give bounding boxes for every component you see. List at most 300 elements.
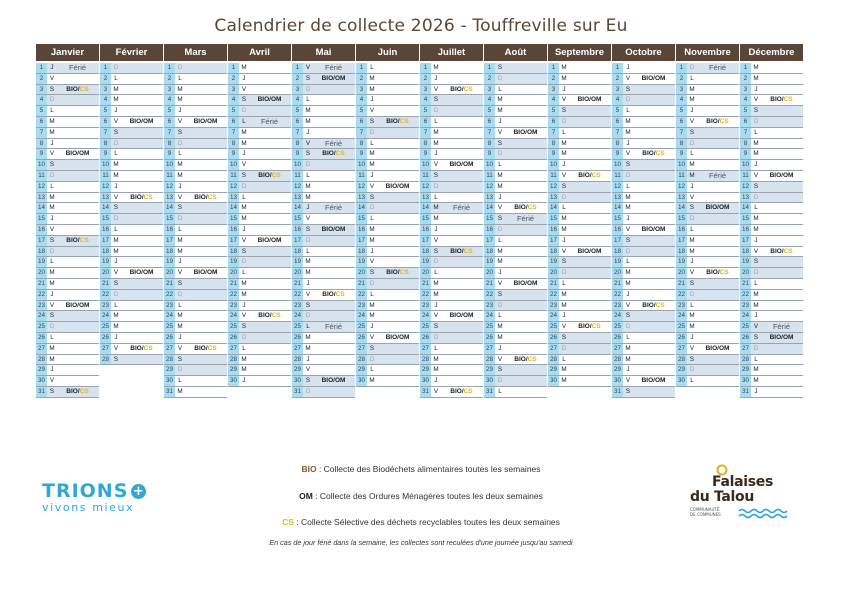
- tag-separator: /: [333, 150, 336, 158]
- collection-cell: [505, 322, 546, 332]
- day-number: 1: [420, 63, 431, 73]
- weekday-letter: S: [561, 258, 567, 266]
- collection-cell: [569, 182, 610, 192]
- collection-cell: [185, 225, 226, 235]
- day-number: 31: [613, 387, 621, 395]
- day-number: 27: [549, 344, 557, 352]
- collection-cell: [697, 301, 738, 311]
- weekday-letter: V: [625, 150, 631, 158]
- collection-cell: [249, 322, 290, 332]
- weekday-letter: J: [50, 139, 54, 147]
- weekday-letter: D: [177, 290, 183, 298]
- weekday-letter: J: [562, 312, 566, 320]
- day-number: 2: [484, 74, 495, 84]
- cs-tag: CS: [399, 269, 409, 277]
- om-tag: OM: [718, 344, 730, 352]
- day-row: [164, 63, 227, 74]
- collection-cell: [313, 106, 354, 116]
- day-row: [164, 160, 227, 171]
- day-number: 29: [357, 366, 365, 374]
- day-number: 6: [292, 117, 303, 127]
- day-row: [356, 182, 419, 193]
- weekday-letter: S: [305, 74, 311, 82]
- day-row: [676, 322, 739, 333]
- day-row: [484, 225, 547, 236]
- day-number: 13: [293, 193, 301, 201]
- day-row: [292, 225, 355, 236]
- month-column: [356, 63, 419, 387]
- collection-cell: [633, 171, 674, 181]
- day-row: [100, 128, 163, 139]
- day-number: 10: [741, 161, 749, 169]
- day-row: [612, 95, 675, 106]
- day-row: [484, 268, 547, 279]
- day-row: [100, 106, 163, 117]
- collection-cell: [633, 139, 674, 149]
- day-number: 24: [101, 312, 109, 320]
- weekday-letter: V: [305, 290, 311, 298]
- bio-tag: BIO: [321, 74, 334, 82]
- day-row: [228, 236, 291, 247]
- bio-tag: BIO: [450, 85, 462, 93]
- collection-cell: [249, 182, 290, 192]
- tag-separator: /: [397, 117, 400, 125]
- day-row: [100, 236, 163, 247]
- bio-tag: BIO: [130, 344, 142, 352]
- weekday-letter: L: [50, 333, 54, 341]
- day-number: 15: [421, 215, 429, 223]
- day-number: 20: [357, 269, 365, 277]
- month-column: [100, 63, 163, 365]
- weekday-letter: V: [561, 247, 567, 255]
- bio-tag: BIO: [578, 171, 590, 179]
- day-number: 16: [549, 225, 557, 233]
- weekday-letter: V: [433, 312, 439, 320]
- day-number: 20: [165, 269, 173, 277]
- day-number: 3: [740, 85, 751, 95]
- weekday-letter: J: [690, 107, 694, 115]
- collection-cell: [633, 387, 674, 397]
- day-number: 20: [613, 269, 621, 277]
- weekday-letter: J: [562, 161, 566, 169]
- weekday-letter: S: [561, 333, 567, 341]
- collection-cell: [249, 268, 290, 278]
- day-number: 26: [229, 333, 237, 341]
- day-row: [420, 355, 483, 366]
- day-number: 23: [37, 301, 45, 309]
- collection-cell: [121, 355, 162, 365]
- weekday-letter: M: [113, 161, 119, 169]
- day-number: 4: [676, 95, 687, 105]
- collection-cell: [57, 106, 98, 116]
- day-row: [484, 290, 547, 301]
- day-row: [292, 247, 355, 258]
- weekday-letter: M: [177, 161, 183, 169]
- collection-cell: [633, 365, 674, 375]
- day-row: [612, 355, 675, 366]
- weekday-letter: M: [113, 236, 119, 244]
- collection-cell: [121, 149, 162, 159]
- day-row: [548, 301, 611, 312]
- day-row: [292, 344, 355, 355]
- weekday-letter: L: [690, 74, 694, 82]
- day-row: [36, 193, 99, 204]
- day-number: 18: [421, 247, 429, 255]
- cs-tag: CS: [79, 236, 89, 244]
- day-number: 22: [549, 290, 557, 298]
- day-number: 28: [101, 355, 109, 363]
- bio-tag: BIO: [193, 117, 206, 125]
- day-row: [676, 74, 739, 85]
- weekday-letter: L: [754, 204, 758, 212]
- om-tag: OM: [334, 74, 346, 82]
- day-row: [100, 182, 163, 193]
- collection-cell: [249, 376, 290, 386]
- collection-cell: [377, 149, 418, 159]
- collection-cell: [185, 301, 226, 311]
- tag-separator: /: [525, 355, 528, 363]
- day-number: 1: [740, 63, 751, 73]
- day-row: [612, 247, 675, 258]
- day-number: 14: [741, 204, 749, 212]
- day-number: 5: [612, 106, 623, 116]
- weekday-letter: M: [433, 366, 439, 374]
- day-number: 18: [101, 247, 109, 255]
- day-row: [292, 160, 355, 171]
- collection-cell: [633, 236, 674, 246]
- day-row: [292, 279, 355, 290]
- day-row: [740, 333, 803, 344]
- day-number: 8: [548, 139, 559, 149]
- day-number: 2: [548, 74, 559, 84]
- collection-cell: [57, 214, 98, 224]
- collection-cell: [761, 160, 802, 170]
- day-row: [228, 355, 291, 366]
- day-row: [676, 333, 739, 344]
- weekday-letter: M: [113, 323, 119, 331]
- weekday-letter: M: [689, 247, 695, 255]
- weekday-letter: J: [626, 139, 630, 147]
- day-number: 10: [293, 161, 301, 169]
- day-number: 4: [740, 95, 751, 105]
- day-row: [356, 236, 419, 247]
- weekday-letter: S: [689, 128, 695, 136]
- collection-cell: [57, 365, 98, 375]
- day-number: 23: [741, 301, 749, 309]
- day-row: [228, 344, 291, 355]
- cs-tag: CS: [783, 96, 793, 104]
- collection-cell: [697, 376, 738, 386]
- collection-cell: [57, 279, 98, 289]
- collection-cell: [697, 344, 738, 354]
- collection-cell: [441, 376, 482, 386]
- weekday-letter: L: [562, 355, 566, 363]
- day-number: 11: [676, 171, 687, 181]
- weekday-letter: V: [241, 161, 247, 169]
- day-number: 16: [677, 225, 685, 233]
- collection-cell: [313, 171, 354, 181]
- day-number: 16: [229, 225, 237, 233]
- month-column: [36, 63, 99, 398]
- day-number: 18: [165, 247, 173, 255]
- day-row: [676, 225, 739, 236]
- day-row: [228, 117, 291, 128]
- weekday-letter: M: [369, 301, 375, 309]
- weekday-letter: L: [178, 74, 182, 82]
- weekday-letter: V: [497, 279, 503, 287]
- weekday-letter: J: [626, 290, 630, 298]
- day-row: [292, 290, 355, 301]
- weekday-letter: S: [241, 323, 247, 331]
- day-number: 23: [549, 301, 557, 309]
- collection-cell: [185, 333, 226, 343]
- collection-cell: [761, 290, 802, 300]
- weekday-letter: L: [498, 387, 502, 395]
- collection-cell: [633, 333, 674, 343]
- day-number: 27: [613, 344, 621, 352]
- om-tag: OM: [654, 225, 666, 233]
- cs-tag: CS: [719, 117, 729, 125]
- day-number: 29: [37, 366, 45, 374]
- day-row: [356, 171, 419, 182]
- collection-cell: [121, 301, 162, 311]
- collection-cell: [633, 117, 674, 127]
- weekday-letter: V: [113, 193, 119, 201]
- collection-cell: [761, 106, 802, 116]
- day-row: [676, 214, 739, 225]
- collection-cell: [761, 311, 802, 321]
- weekday-letter: D: [753, 117, 759, 125]
- day-number: 31: [741, 387, 749, 395]
- collection-cell: [569, 171, 610, 181]
- weekday-letter: S: [689, 279, 695, 287]
- collection-cell: [569, 236, 610, 246]
- day-number: 27: [677, 344, 685, 352]
- legend-bio-text: : Collecte des Biodéchets alimentaires toutes les semaines: [316, 464, 541, 474]
- day-number: 21: [357, 279, 365, 287]
- day-row: [420, 182, 483, 193]
- weekday-letter: V: [177, 193, 183, 201]
- day-row: [420, 247, 483, 258]
- day-number: 21: [677, 279, 685, 287]
- bio-tag: BIO: [705, 204, 718, 212]
- day-number: 18: [613, 247, 621, 255]
- collection-cell: [377, 85, 418, 95]
- day-row: [484, 160, 547, 171]
- weekday-letter: D: [241, 258, 247, 266]
- weekday-letter: D: [369, 128, 375, 136]
- day-row: [740, 95, 803, 106]
- weekday-letter: J: [434, 377, 438, 385]
- day-number: 8: [228, 139, 239, 149]
- day-number: 5: [420, 106, 431, 116]
- day-row: [228, 257, 291, 268]
- weekday-letter: M: [561, 225, 567, 233]
- weekday-letter: M: [49, 204, 55, 212]
- tag-separator: /: [589, 171, 592, 179]
- day-number: 23: [101, 301, 109, 309]
- weekday-letter: L: [306, 247, 310, 255]
- collection-cell: [697, 139, 738, 149]
- day-row: [356, 257, 419, 268]
- collection-cell: [313, 376, 354, 386]
- day-row: [100, 85, 163, 96]
- day-number: 17: [165, 236, 173, 244]
- collection-cell: [569, 74, 610, 84]
- day-row: [356, 74, 419, 85]
- collection-cell: [185, 236, 226, 246]
- legend-cs-key: CS: [282, 517, 294, 527]
- collection-cell: [313, 344, 354, 354]
- day-row: [292, 376, 355, 387]
- weekday-letter: S: [49, 387, 55, 395]
- bio-tag: BIO: [770, 247, 782, 255]
- day-row: [548, 171, 611, 182]
- day-number: 25: [421, 323, 429, 331]
- collection-cell: [761, 236, 802, 246]
- weekday-letter: L: [562, 204, 566, 212]
- weekday-letter: M: [177, 96, 183, 104]
- weekday-letter: M: [241, 215, 247, 223]
- weekday-letter: L: [498, 161, 502, 169]
- collection-cell: [57, 333, 98, 343]
- day-number: 7: [164, 128, 175, 138]
- bio-tag: BIO: [257, 96, 270, 104]
- day-number: 11: [548, 171, 559, 181]
- collection-cell: [121, 322, 162, 332]
- day-row: [100, 74, 163, 85]
- day-row: [36, 160, 99, 171]
- day-row: [356, 290, 419, 301]
- day-number: 18: [549, 247, 557, 255]
- day-row: [228, 322, 291, 333]
- day-number: 8: [420, 139, 431, 149]
- collection-cell: [505, 128, 546, 138]
- day-number: 26: [741, 333, 749, 341]
- weekday-letter: J: [498, 269, 502, 277]
- trions-logo: [42, 481, 192, 521]
- day-number: 28: [293, 355, 301, 363]
- tag-separator: /: [461, 85, 464, 93]
- weekday-letter: M: [561, 64, 567, 71]
- weekday-letter: S: [625, 236, 631, 244]
- weekday-letter: V: [625, 74, 631, 82]
- weekday-letter: S: [433, 96, 439, 104]
- collection-cell: [185, 214, 226, 224]
- day-row: [228, 365, 291, 376]
- collection-cell: [121, 247, 162, 257]
- day-number: 17: [293, 236, 301, 244]
- weekday-letter: D: [561, 269, 567, 277]
- day-number: 18: [293, 247, 301, 255]
- collection-cell: [249, 257, 290, 267]
- collection-cell: [761, 279, 802, 289]
- day-row: [612, 333, 675, 344]
- day-row: [420, 376, 483, 387]
- om-tag: OM: [142, 117, 154, 125]
- day-row: [292, 214, 355, 225]
- bio-tag: BIO: [385, 333, 398, 341]
- collection-cell: [569, 365, 610, 375]
- day-number: 18: [485, 247, 493, 255]
- day-number: 11: [612, 171, 623, 181]
- collection-cell: Férié: [708, 63, 727, 72]
- day-number: 7: [356, 128, 367, 138]
- day-row: [740, 301, 803, 312]
- tag-separator: /: [397, 182, 399, 190]
- day-row: [356, 279, 419, 290]
- weekday-letter: M: [753, 366, 759, 374]
- bio-tag: BIO: [129, 117, 142, 125]
- day-number: 23: [677, 301, 685, 309]
- weekday-letter: D: [433, 258, 439, 266]
- weekday-letter: M: [497, 333, 503, 341]
- day-row: [548, 355, 611, 366]
- day-number: 7: [676, 128, 687, 138]
- weekday-letter: L: [114, 150, 118, 158]
- weekday-letter: M: [753, 290, 759, 298]
- cs-tag: CS: [143, 193, 153, 201]
- weekday-letter: M: [49, 128, 55, 136]
- legend-om-text: : Collecte des Ordures Ménagères toutes les deux semaines: [312, 491, 543, 501]
- day-row: [292, 106, 355, 117]
- collection-cell: [761, 74, 802, 84]
- day-number: 22: [741, 290, 749, 298]
- day-row: [164, 344, 227, 355]
- day-row: [164, 117, 227, 128]
- weekday-letter: L: [370, 290, 374, 298]
- trions-logo-word: TRIONS: [42, 480, 129, 502]
- day-number: 16: [421, 225, 429, 233]
- day-row: [612, 74, 675, 85]
- collection-cell: [377, 247, 418, 257]
- day-row: [164, 355, 227, 366]
- bio-tag: BIO: [578, 323, 590, 331]
- day-row: [548, 63, 611, 74]
- collection-cell: [697, 279, 738, 289]
- collection-cell: [697, 106, 738, 116]
- collection-cell: [121, 95, 162, 105]
- collection-cell: [761, 333, 802, 343]
- day-row: [676, 171, 739, 182]
- weekday-letter: V: [753, 96, 759, 104]
- collection-cell: [633, 344, 674, 354]
- weekday-letter: S: [433, 247, 439, 255]
- collection-cell: [441, 344, 482, 354]
- day-row: [548, 117, 611, 128]
- weekday-letter: D: [305, 85, 311, 93]
- collection-cell: [505, 268, 546, 278]
- bio-tag: BIO: [642, 150, 654, 158]
- day-number: 3: [356, 85, 367, 95]
- weekday-letter: V: [497, 128, 503, 136]
- logo-line1: Falaises: [712, 474, 773, 490]
- collection-cell: [185, 149, 226, 159]
- weekday-letter: S: [369, 344, 375, 352]
- day-number: 28: [421, 355, 429, 363]
- weekday-letter: V: [49, 301, 55, 309]
- day-row: [484, 117, 547, 128]
- weekday-letter: L: [498, 236, 502, 244]
- collection-cell: [377, 214, 418, 224]
- collection-cell: [505, 171, 546, 181]
- day-number: 5: [484, 106, 495, 116]
- weekday-letter: J: [242, 74, 246, 82]
- weekday-letter: V: [561, 171, 567, 179]
- day-row: [612, 290, 675, 301]
- weekday-letter: V: [625, 225, 631, 233]
- cs-tag: CS: [527, 204, 537, 212]
